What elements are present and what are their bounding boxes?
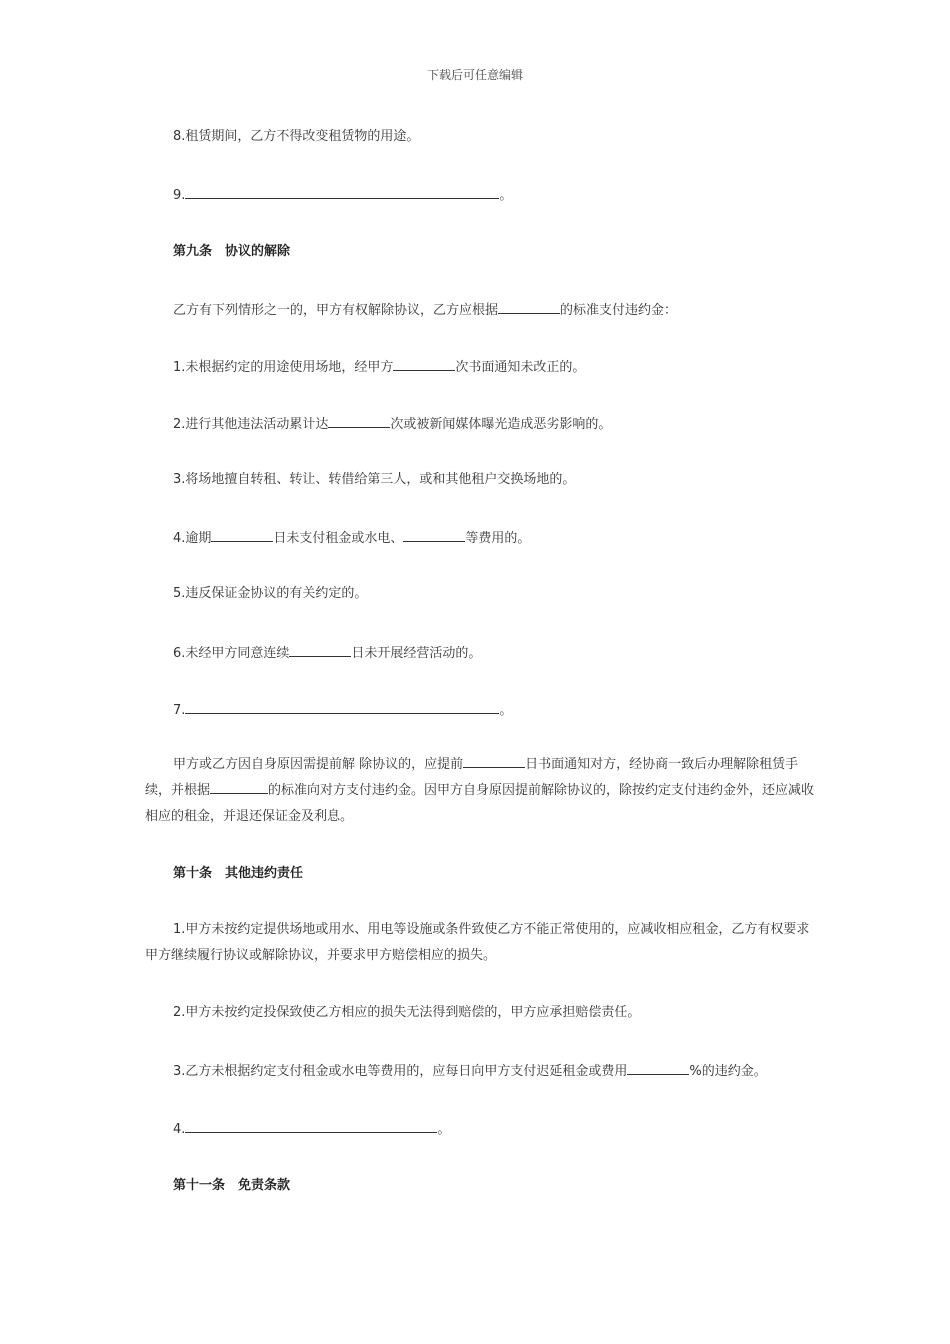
text: 1.未根据约定的用途使用场地，经甲方 — [173, 360, 394, 375]
fill-blank — [185, 1119, 437, 1133]
fill-blank — [403, 528, 465, 542]
text: 4.逾期 — [173, 531, 212, 546]
text: 。 — [499, 703, 513, 718]
fill-blank — [498, 300, 560, 314]
item-8: 8.租赁期间，乙方不得改变租赁物的用途。 — [173, 129, 420, 144]
article-9-clause-6 — [173, 643, 481, 663]
text: %的违约金。 — [689, 1064, 767, 1079]
page-header-note: 下载后可任意编辑 — [426, 68, 523, 82]
text: 乙方有下列情形之一的，甲方有权解除协议，乙方应根据 — [173, 303, 499, 318]
fill-blank — [210, 780, 268, 794]
fill-blank — [185, 185, 499, 199]
fill-blank — [463, 754, 525, 768]
text: 等费用的。 — [465, 531, 531, 546]
article-9-clause-1 — [173, 357, 585, 377]
fill-blank — [185, 700, 499, 714]
article-9-clause-5: 5.违反保证金协议的有关约定的。 — [173, 586, 368, 601]
fill-blank — [393, 357, 455, 371]
article-9-intro — [173, 300, 677, 320]
article-9-clause-7 — [173, 700, 512, 720]
item-9 — [173, 185, 512, 205]
article-10-clause-1: 1.甲方未按约定提供场地或用水、用电等设施或条件致使乙方不能正常使用的，应减收相应租金，乙方有权要求甲方继续履行协议或解除协议，并要求甲方赔偿相应的损失。 — [145, 922, 810, 963]
article-9-title: 第九条 协议的解除 — [173, 244, 291, 259]
article-10-clause-2: 2.甲方未按约定投保致使乙方相应的损失无法得到赔偿的，甲方应承担赔偿责任。 — [173, 1005, 641, 1020]
article-10-clause-3 — [173, 1061, 767, 1081]
article-9-paragraph — [145, 752, 815, 830]
text: 次或被新闻媒体曝光造成恶劣影响的。 — [390, 417, 612, 432]
text: 4. — [173, 1122, 186, 1137]
fill-blank — [289, 643, 351, 657]
text: 3.乙方未根据约定支付租金或水电等费用的，应每日向甲方支付迟延租金或费用 — [173, 1064, 628, 1079]
fill-blank — [627, 1061, 689, 1075]
article-10-clause-4 — [173, 1119, 450, 1139]
text: 7. — [173, 703, 186, 718]
text: 日书面通知对方，经协商一致后办理解除租赁手续，并根据 — [145, 757, 799, 798]
article-9-clause-3: 3.将场地擅自转租、转让、转借给第三人，或和其他租户交换场地的。 — [173, 472, 576, 487]
article-11-title: 第十一条 免责条款 — [173, 1178, 291, 1193]
fill-blank — [328, 414, 390, 428]
text: 甲方或乙方因自身原因需提前解 除协议的，应提前 — [173, 757, 464, 772]
text: 。 — [437, 1122, 451, 1137]
text: 6.未经甲方同意连续 — [173, 646, 290, 661]
item-9-prefix: 9. — [173, 188, 186, 203]
text: 的标准支付违约金： — [560, 303, 678, 318]
article-9-clause-4 — [173, 528, 530, 548]
text: 2.进行其他违法活动累计达 — [173, 417, 329, 432]
article-10-title: 第十条 其他违约责任 — [173, 866, 304, 881]
text: 日未开展经营活动的。 — [351, 646, 482, 661]
text: 次书面通知未改正的。 — [455, 360, 586, 375]
fill-blank — [211, 528, 273, 542]
item-9-suffix: 。 — [499, 188, 513, 203]
text: 的标准向对方支付违约金。因甲方自身原因提前解除协议的，除按约定支付违约金外，还应减收相应的租金，并退还保证金及利息。 — [145, 783, 815, 824]
text: 日未支付租金或水电、 — [273, 531, 404, 546]
article-9-clause-2 — [173, 414, 611, 434]
